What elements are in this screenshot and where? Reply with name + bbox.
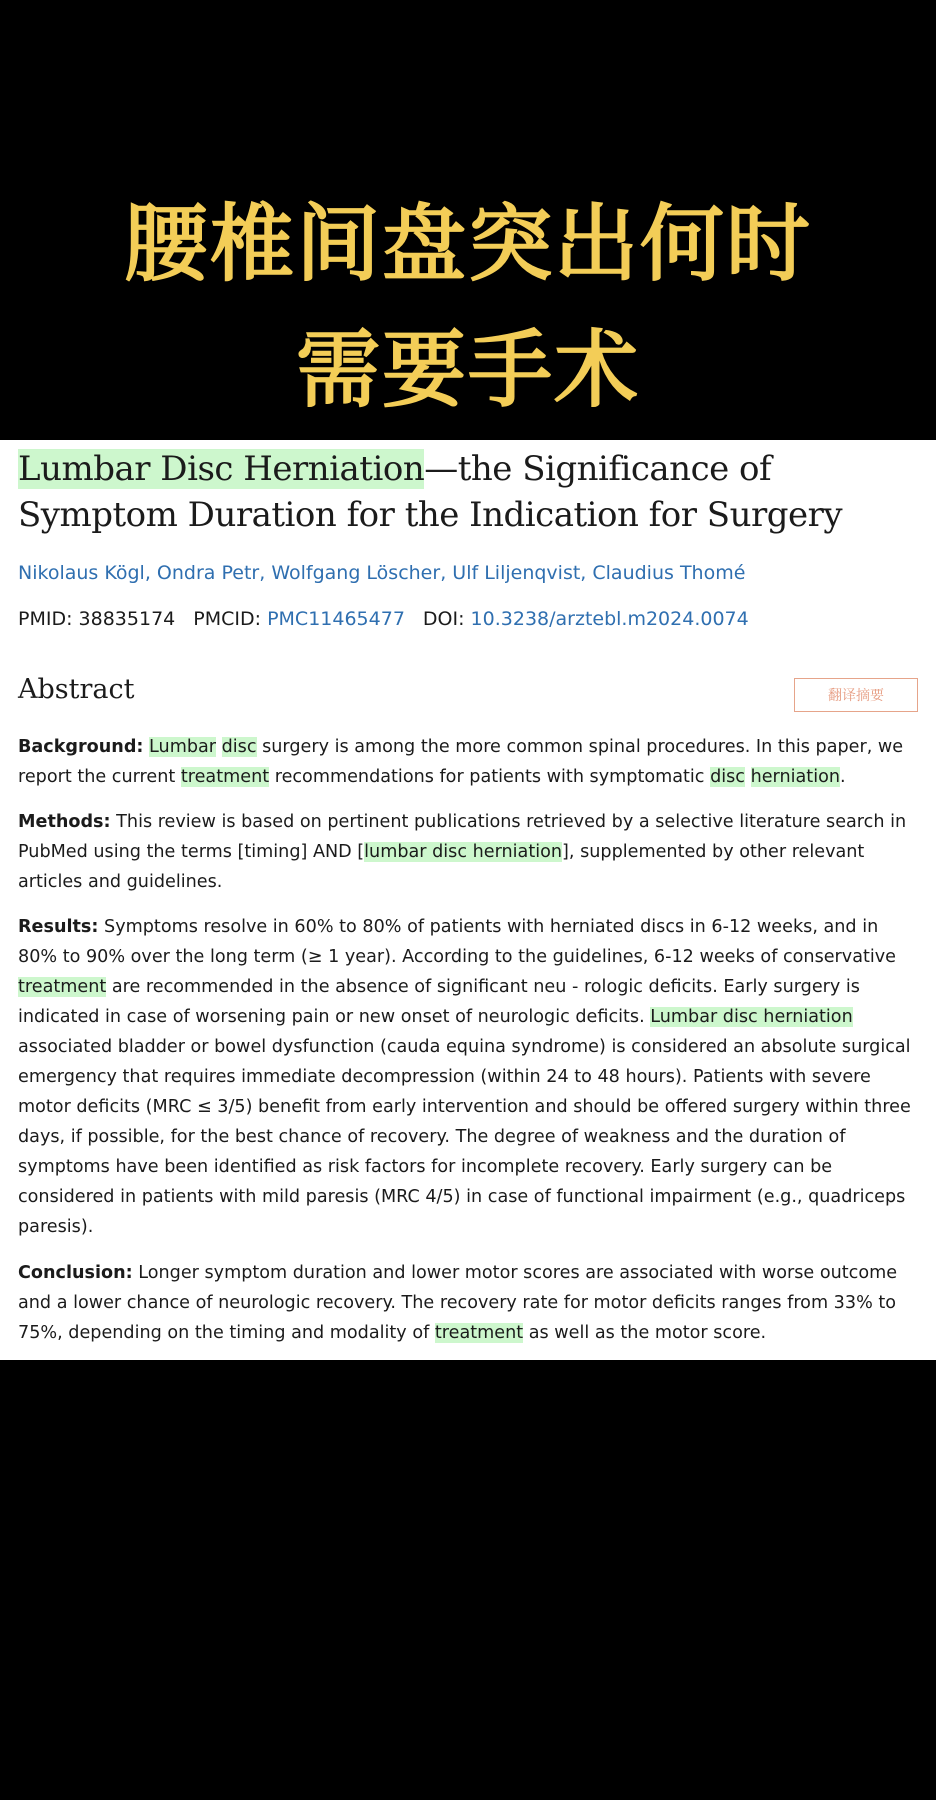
section-label: Conclusion: bbox=[18, 1263, 133, 1283]
article-identifiers bbox=[18, 606, 918, 632]
pmcid-link[interactable]: PMC11465477 bbox=[267, 608, 405, 630]
author-list: Nikolaus Kögl, Ondra Petr, Wolfgang Löscher, Ulf Liljenqvist, Claudius Thomé bbox=[18, 562, 746, 584]
abstract-conclusion: Conclusion: Longer symptom duration and lower motor scores are associated with worse outcome and a lower chance of neurologic recovery. The recovery rate for motor deficits ranges from 33% to 75%, depending on the timing and modality of treatment as well as the motor score. bbox=[18, 1263, 898, 1343]
keyword-highlight: lumbar disc herniation bbox=[364, 842, 563, 862]
article-panel bbox=[0, 440, 936, 1360]
abstract-heading: Abstract bbox=[18, 674, 135, 705]
title-banner bbox=[0, 0, 936, 440]
abstract-background: Background: Lumbar disc surgery is among the more common spinal procedures. In this paper, we report the current treatment recommendations for patients with symptomatic disc herniation. bbox=[18, 737, 904, 787]
abstract-results: Results: Symptoms resolve in 60% to 80% of patients with herniated discs in 6-12 weeks, and in 80% to 90% over the long term (≥ 1 year). According to the guidelines, 6-12 weeks of conservative treatment are recommended in the absence of significant neu - rologic deficits. Early surgery is indicated in case of worsening pain or new onset of neurologic deficits. Lumbar disc herniation associated bladder or bowel dysfunction (cauda equina syndrome) is considered an absolute surgical emergency that requires immediate decompression (within 24 to 48 hours). Patients with severe motor deficits (MRC ≤ 3/5) benefit from early intervention and should be offered surgery within three days, if possible, for the best chance of recovery. The degree of weakness and the duration of symptoms have been identified as risk factors for incomplete recovery. Early surgery can be considered in patients with mild paresis (MRC 4/5) in case of functional impairment (e.g., quadriceps paresis). bbox=[18, 917, 911, 1237]
doi-link[interactable]: 10.3238/arztebl.m2024.0074 bbox=[470, 608, 749, 630]
keyword-highlight: herniation bbox=[750, 767, 840, 787]
section-label: Methods: bbox=[18, 812, 111, 832]
title-highlight: Lumbar Disc Herniation bbox=[18, 449, 425, 489]
author-link[interactable]: Ulf Liljenqvist bbox=[452, 562, 581, 584]
article-title bbox=[18, 446, 918, 538]
banner-title-line-2: 需要手术 bbox=[295, 321, 640, 419]
doi-label: DOI: bbox=[422, 608, 465, 630]
keyword-highlight: disc bbox=[710, 767, 745, 787]
pmcid-label: PMCID: bbox=[193, 608, 262, 630]
bottom-black-area bbox=[0, 1360, 936, 1800]
pmid-value: 38835174 bbox=[78, 608, 176, 630]
pmid-label: PMID: bbox=[18, 608, 73, 630]
keyword-highlight: treatment bbox=[18, 977, 107, 997]
abstract-methods: Methods: This review is based on pertinent publications retrieved by a selective literature search in PubMed using the terms [timing] AND [lumbar disc herniation], supplemented by other relevant articles and guidelines. bbox=[18, 812, 907, 892]
keyword-highlight: treatment bbox=[180, 767, 270, 787]
title-rest: —the Significance of Symptom Duration for the Indication for Surgery bbox=[18, 449, 843, 535]
section-label: Background: bbox=[18, 737, 144, 757]
author-link[interactable]: Nikolaus Kögl bbox=[18, 562, 145, 584]
author-link[interactable]: Ondra Petr bbox=[156, 562, 260, 584]
banner-title-line-1: 腰椎间盘突出何时 bbox=[123, 195, 812, 293]
keyword-highlight: Lumbar bbox=[149, 737, 217, 757]
author-link[interactable]: Claudius Thomé bbox=[592, 562, 746, 584]
section-label: Results: bbox=[18, 917, 99, 937]
keyword-highlight: disc bbox=[221, 737, 257, 757]
keyword-highlight: treatment bbox=[434, 1323, 524, 1343]
translate-abstract-button[interactable]: 翻译摘要 bbox=[794, 678, 918, 712]
author-link[interactable]: Wolfgang Löscher bbox=[271, 562, 441, 584]
keyword-highlight: Lumbar disc herniation bbox=[650, 1007, 853, 1027]
